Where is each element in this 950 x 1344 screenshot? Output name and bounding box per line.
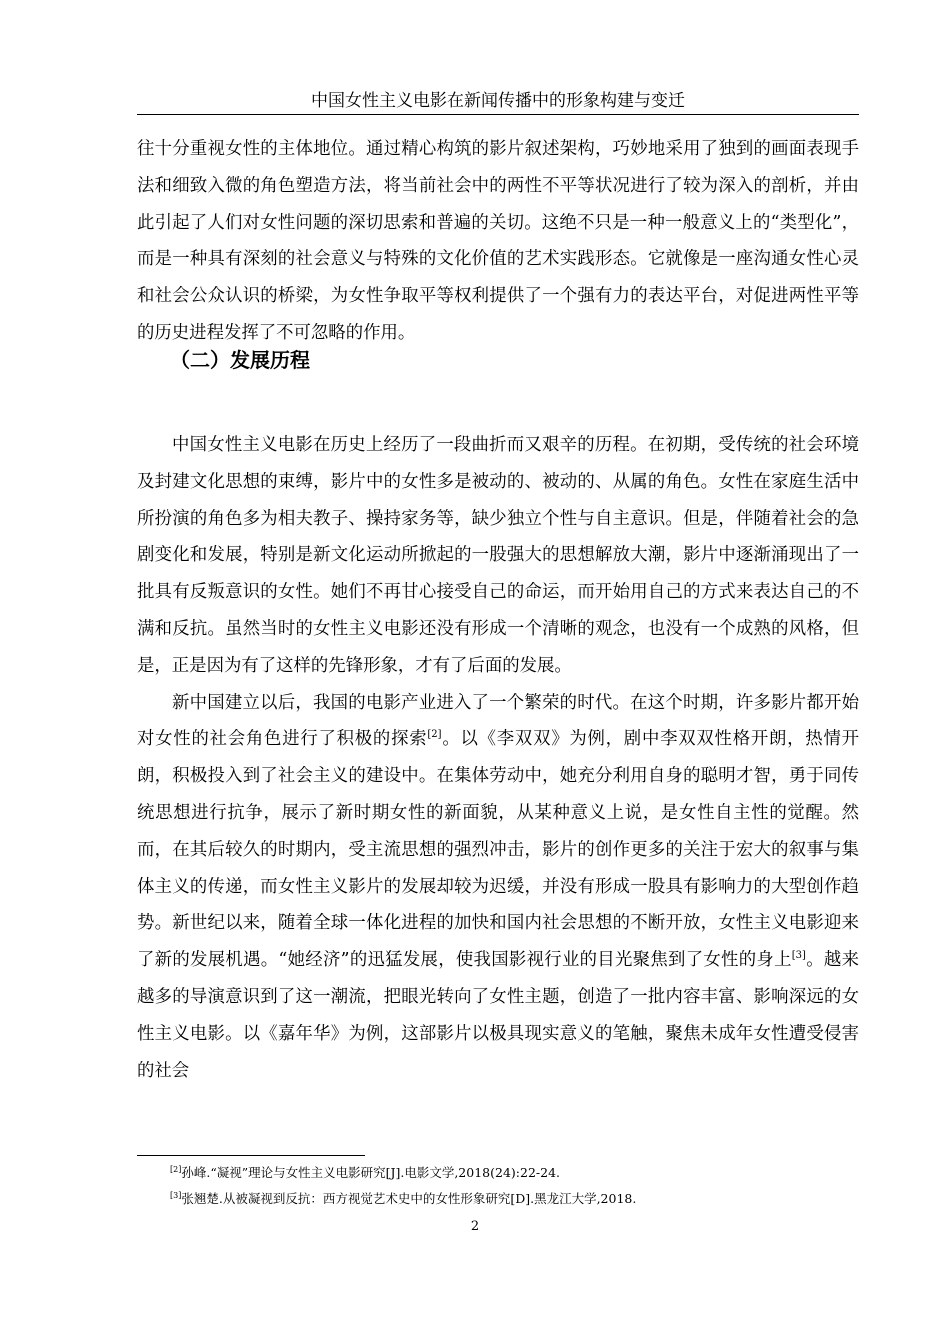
section-heading: （二）发展历程 — [170, 348, 310, 372]
paragraph-3-text-b: 。以《李双双》为例，剧中李双双性格开朗，热情开朗，积极投入到了社会主义的建设中。在集体劳动中，她充分利用自身的聪明才智，勇于同传统思想进行抗争，展示了新时期女性的新面貌，从某种意义上说，是女性自主性的觉醒。然而，在其后较久的时期内，受主流思想的强烈冲击，影片的创作更多的关注于宏大的叙事与集体主义的传递，而女性主义影片的发展却较为迟缓，并没有形成一股具有影响力的大型创作趋势。新世纪以来，随着全球一体化进程的加快和国内社会思想的不断开放，女性主义电影迎来了新的发展机遇。“她经济”的迅猛发展，使我国影视行业的目光聚焦到了女性的身上 — [137, 729, 859, 971]
footnote-2-mark: [2] — [170, 1164, 182, 1174]
paragraph-3-text-c: 。越来越多的导演意识到了这一潮流，把眼光转向了女性主题，创造了一批内容丰富、影响深远的女性主义电影。以《嘉年华》为例，这部影片以极具现实意义的笔触，聚焦未成年女性遭受侵害的社会 — [137, 950, 859, 1081]
footnote-3 — [170, 1190, 636, 1208]
footnote-3-mark: [3] — [170, 1190, 182, 1200]
body-paragraph-continued — [137, 131, 859, 352]
footnote-2-text: 孙峰.“凝视”理论与女性主义电影研究[J].电影文学,2018(24):22-24. — [181, 1165, 561, 1180]
paragraph-2: 中国女性主义电影在历史上经历了一段曲折而又艰辛的历程。在初期，受传统的社会环境及封建文化思想的束缚，影片中的女性多是被动的、被动的、从属的角色。女性在家庭生活中所扮演的角色多为相夫教子、操持家务等，缺少独立个性与自主意识。但是，伴随着社会的急剧变化和发展，特别是新文化运动所掀起的一股强大的思想解放大潮，影片中逐渐涌现出了一批具有反叛意识的女性。她们不再甘心接受自己的命运，而开始用自己的方式来表达自己的不满和反抗。虽然当时的女性主义电影还没有形成一个清晰的观念，也没有一个成熟的风格，但是，正是因为有了这样的先锋形象，才有了后面的发展。 — [137, 435, 859, 676]
citation-ref-3: [3] — [791, 950, 806, 962]
footnote-divider — [137, 1155, 365, 1156]
citation-ref-2: [2] — [427, 729, 442, 741]
paragraph-3-text-a: 新中国建立以后，我国的电影产业进入了一个繁荣的时代。在这个时期，许多影片都开始对女性的社会角色进行了积极的探索 — [137, 692, 859, 750]
footnote-2 — [170, 1164, 560, 1182]
body-section — [137, 427, 859, 1089]
running-header-title: 中国女性主义电影在新闻传播中的形象构建与变迁 — [311, 91, 685, 111]
paragraph-3 — [137, 685, 859, 1090]
page-number: 2 — [470, 1219, 480, 1234]
paragraph-1: 往十分重视女性的主体地位。通过精心构筑的影片叙述架构，巧妙地采用了独到的画面表现手法和细致入微的角色塑造方法，将当前社会中的两性不平等状况进行了较为深入的剖析，并由此引起了人们对女性问题的深切思索和普遍的关切。这绝不只是一种一般意义上的“类型化”，而是一种具有深刻的社会意义与特殊的文化价值的艺术实践形态。它就像是一座沟通女性心灵和社会公众认识的桥梁，为女性争取平等权利提供了一个强有力的表达平台，对促进两性平等的历史进程发挥了不可忽略的作用。 — [137, 139, 859, 343]
footnote-3-text: 张翘楚.从被凝视到反抗：西方视觉艺术史中的女性形象研究[D].黑龙江大学,2018. — [181, 1191, 637, 1206]
running-header — [137, 88, 859, 115]
